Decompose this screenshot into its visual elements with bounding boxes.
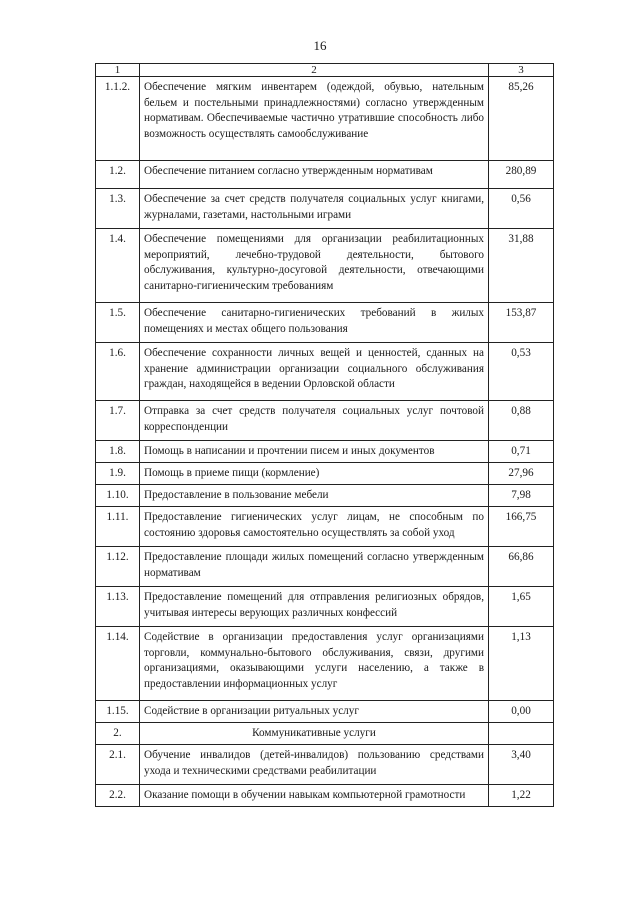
row-number: 2. xyxy=(96,723,140,745)
service-value: 31,88 xyxy=(489,229,554,303)
services-table xyxy=(95,63,554,807)
row-number: 1.7. xyxy=(96,401,140,441)
service-value: 3,40 xyxy=(489,745,554,785)
service-description: Обеспечение санитарно-гигиенических требований в жилых помещениях и местах общего пользования xyxy=(140,303,489,343)
table-row xyxy=(96,161,554,189)
table-row xyxy=(96,547,554,587)
table-row xyxy=(96,189,554,229)
service-value: 27,96 xyxy=(489,463,554,485)
service-description: Обеспечение за счет средств получателя социальных услуг книгами, журналами, газетами, настольными играми xyxy=(140,189,489,229)
row-number: 1.4. xyxy=(96,229,140,303)
service-description: Обеспечение сохранности личных вещей и ценностей, сданных на хранение администрации организации социального обслуживания граждан, находящейся в ведении Орловской области xyxy=(140,343,489,401)
row-number: 1.8. xyxy=(96,441,140,463)
table-row xyxy=(96,701,554,723)
table-row xyxy=(96,587,554,627)
table-body xyxy=(96,77,554,807)
row-number: 2.1. xyxy=(96,745,140,785)
service-value: 1,65 xyxy=(489,587,554,627)
service-value: 0,53 xyxy=(489,343,554,401)
service-value: 1,13 xyxy=(489,627,554,701)
table-row xyxy=(96,343,554,401)
row-number: 1.9. xyxy=(96,463,140,485)
table-row xyxy=(96,507,554,547)
service-description: Предоставление гигиенических услуг лицам, не способным по состоянию здоровья самостоятельно осуществлять за собой уход xyxy=(140,507,489,547)
service-description: Содействие в организации ритуальных услуг xyxy=(140,701,489,723)
table-row xyxy=(96,229,554,303)
service-description: Оказание помощи в обучении навыкам компьютерной грамотности xyxy=(140,785,489,807)
row-number: 1.13. xyxy=(96,587,140,627)
table-row xyxy=(96,745,554,785)
table-row xyxy=(96,463,554,485)
table-row xyxy=(96,303,554,343)
table-row xyxy=(96,441,554,463)
service-description: Предоставление помещений для отправления религиозных обрядов, учитывая интересы верующих различных конфессий xyxy=(140,587,489,627)
column-header-number: 1 xyxy=(96,64,140,77)
row-number: 1.15. xyxy=(96,701,140,723)
service-value: 166,75 xyxy=(489,507,554,547)
service-value: 0,71 xyxy=(489,441,554,463)
row-number: 1.1.2. xyxy=(96,77,140,161)
service-value xyxy=(489,723,554,745)
section-row xyxy=(96,723,554,745)
service-value: 0,00 xyxy=(489,701,554,723)
row-number: 1.11. xyxy=(96,507,140,547)
service-value: 85,26 xyxy=(489,77,554,161)
service-value: 0,88 xyxy=(489,401,554,441)
column-header-value: 3 xyxy=(489,64,554,77)
service-description: Помощь в написании и прочтении писем и иных документов xyxy=(140,441,489,463)
service-description: Предоставление площади жилых помещений согласно утвержденным нормативам xyxy=(140,547,489,587)
table-header-row xyxy=(96,64,554,77)
row-number: 1.10. xyxy=(96,485,140,507)
service-description: Помощь в приеме пищи (кормление) xyxy=(140,463,489,485)
row-number: 2.2. xyxy=(96,785,140,807)
table-row xyxy=(96,77,554,161)
row-number: 1.3. xyxy=(96,189,140,229)
service-description: Обеспечение мягким инвентарем (одеждой, обувью, нательным бельем и постельными принадлежностями) согласно утвержденным нормативам. Обеспечиваемые частично утратившие способность либо возможность осуществлять самообслуживание xyxy=(140,77,489,161)
service-value: 1,22 xyxy=(489,785,554,807)
row-number: 1.5. xyxy=(96,303,140,343)
table-row xyxy=(96,627,554,701)
service-value: 280,89 xyxy=(489,161,554,189)
service-description: Предоставление в пользование мебели xyxy=(140,485,489,507)
service-value: 7,98 xyxy=(489,485,554,507)
service-description: Обучение инвалидов (детей-инвалидов) пользованию средствами ухода и техническими средствами реабилитации xyxy=(140,745,489,785)
row-number: 1.12. xyxy=(96,547,140,587)
column-header-service: 2 xyxy=(140,64,489,77)
service-description: Обеспечение помещениями для организации реабилитационных мероприятий, лечебно-трудовой деятельности, бытового обслуживания, культурно-досуговой деятельности, отвечающими санитарно-гигиеническим требованиям xyxy=(140,229,489,303)
service-value: 153,87 xyxy=(489,303,554,343)
service-description: Отправка за счет средств получателя социальных услуг почтовой корреспонденции xyxy=(140,401,489,441)
service-value: 0,56 xyxy=(489,189,554,229)
row-number: 1.6. xyxy=(96,343,140,401)
service-description: Содействие в организации предоставления услуг организациями торговли, коммунально-бытового обслуживания, связи, другими организациями, оказывающими услуги населению, а также в предоставлении информационных услуг xyxy=(140,627,489,701)
service-description: Обеспечение питанием согласно утвержденным нормативам xyxy=(140,161,489,189)
row-number: 1.2. xyxy=(96,161,140,189)
page-number: 16 xyxy=(313,38,327,53)
table-row xyxy=(96,785,554,807)
table-row xyxy=(96,401,554,441)
service-value: 66,86 xyxy=(489,547,554,587)
section-title: Коммуникативные услуги xyxy=(140,723,489,745)
row-number: 1.14. xyxy=(96,627,140,701)
table-row xyxy=(96,485,554,507)
